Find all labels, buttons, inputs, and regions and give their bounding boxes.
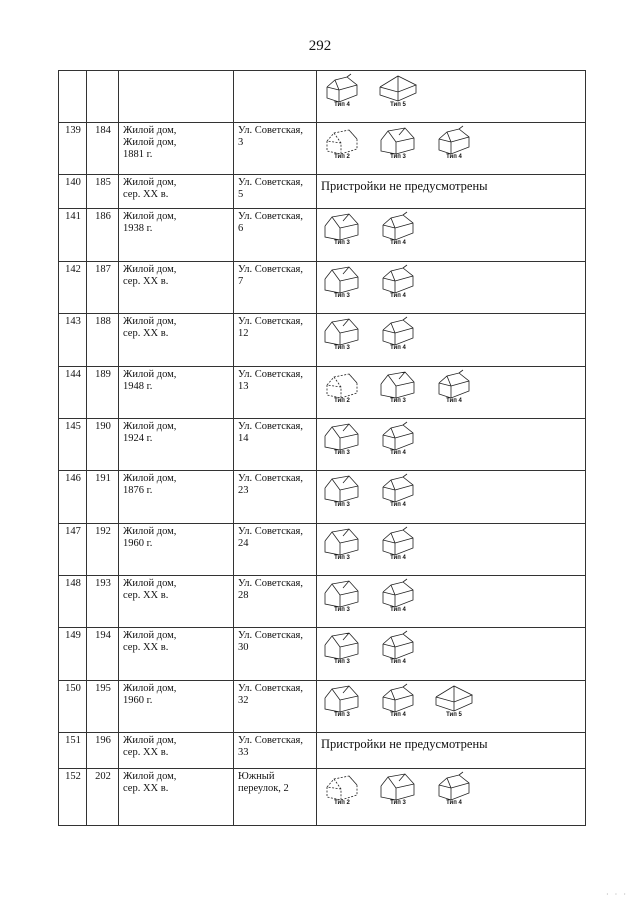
extension-type-label: Тип 3 — [334, 240, 350, 246]
object-code-cell — [87, 681, 119, 733]
row-number-cell — [59, 367, 87, 419]
address-cell — [234, 681, 317, 733]
object-name-line: Жилой дом, — [123, 421, 177, 432]
row-number: 147 — [65, 526, 81, 537]
address-line: 24 — [238, 538, 249, 549]
object-name-cell — [119, 71, 234, 123]
extension-type-sketch — [377, 473, 419, 509]
object-name-line: Жилой дом, — [123, 735, 177, 746]
object-code: 190 — [95, 421, 111, 432]
extension-type-label: Тип 4 — [390, 712, 406, 718]
extension-type-sketch — [321, 771, 363, 807]
table-row — [59, 175, 586, 209]
objects-table-body — [59, 71, 586, 826]
table-row — [59, 769, 586, 826]
row-number-cell — [59, 471, 87, 524]
address-line: 13 — [238, 381, 249, 392]
house-sketch-icon — [377, 369, 419, 399]
object-code-cell — [87, 71, 119, 123]
object-code: 189 — [95, 369, 111, 380]
object-code: 184 — [95, 125, 111, 136]
house-sketch-icon — [433, 125, 475, 155]
object-code: 185 — [95, 177, 111, 188]
object-name-line: Жилой дом, — [123, 578, 177, 589]
row-number-cell — [59, 262, 87, 314]
address-cell — [234, 733, 317, 769]
object-name-cell — [119, 576, 234, 628]
row-number: 148 — [65, 578, 81, 589]
object-code: 196 — [95, 735, 111, 746]
row-number-cell — [59, 628, 87, 681]
address-cell — [234, 367, 317, 419]
address-line: 12 — [238, 328, 249, 339]
extension-type-sketch — [377, 369, 419, 405]
extension-type-sketches — [321, 264, 582, 300]
extension-type-label: Тип 4 — [390, 659, 406, 665]
address-cell — [234, 175, 317, 209]
row-number: 149 — [65, 630, 81, 641]
extension-type-sketch — [321, 630, 363, 666]
extension-type-label: Тип 5 — [390, 102, 406, 108]
extension-type-sketch — [321, 683, 363, 719]
object-name-line: Жилой дом, — [123, 369, 177, 380]
house-sketch-icon — [377, 264, 419, 294]
row-number-cell — [59, 419, 87, 471]
address-line: 7 — [238, 276, 244, 287]
object-name-line: Жилой дом, — [123, 683, 177, 694]
extension-types-cell — [317, 733, 586, 769]
table-row — [59, 123, 586, 175]
address-cell — [234, 576, 317, 628]
extension-type-sketches — [321, 771, 582, 807]
house-sketch-icon — [321, 578, 363, 608]
extension-type-sketches — [321, 683, 582, 719]
object-code: 192 — [95, 526, 111, 537]
address-line: Ул. Советская, — [238, 369, 303, 380]
extension-type-label: Тип 2 — [334, 800, 350, 806]
address-line: Ул. Советская, — [238, 316, 303, 327]
address-cell — [234, 471, 317, 524]
house-sketch-icon — [433, 771, 475, 801]
address-line: Ул. Советская, — [238, 578, 303, 589]
object-code: 202 — [95, 771, 111, 782]
address-line: Ул. Советская, — [238, 264, 303, 275]
row-number-cell — [59, 175, 87, 209]
house-sketch-icon — [321, 771, 363, 801]
object-name-line: сер. XX в. — [123, 783, 169, 794]
extension-types-cell — [317, 576, 586, 628]
object-code: 188 — [95, 316, 111, 327]
extension-type-sketch — [321, 125, 363, 161]
object-code-cell — [87, 262, 119, 314]
address-line: Южный — [238, 771, 275, 782]
object-name-line: сер. XX в. — [123, 276, 169, 287]
extension-type-sketch — [377, 421, 419, 457]
address-line: Ул. Советская, — [238, 473, 303, 484]
address-cell — [234, 419, 317, 471]
house-sketch-icon — [377, 771, 419, 801]
row-number: 139 — [65, 125, 81, 136]
extension-types-cell — [317, 175, 586, 209]
object-name-line: Жилой дом, — [123, 771, 177, 782]
object-code-cell — [87, 314, 119, 367]
object-name-cell — [119, 367, 234, 419]
extension-type-label: Тип 4 — [446, 800, 462, 806]
extension-type-sketch — [321, 578, 363, 614]
extension-type-sketch — [377, 630, 419, 666]
object-code-cell — [87, 209, 119, 262]
extension-types-cell — [317, 769, 586, 826]
object-name-line: 1881 г. — [123, 149, 153, 160]
address-line: переулок, 2 — [238, 783, 289, 794]
table-row — [59, 314, 586, 367]
extension-type-sketch — [433, 683, 475, 719]
object-code: 187 — [95, 264, 111, 275]
extension-type-sketch — [377, 578, 419, 614]
row-number: 151 — [65, 735, 81, 746]
house-sketch-icon — [433, 683, 475, 713]
extension-type-label: Тип 4 — [334, 102, 350, 108]
extension-type-label: Тип 3 — [334, 293, 350, 299]
house-sketch-icon — [377, 125, 419, 155]
row-number: 140 — [65, 177, 81, 188]
extension-type-sketches — [321, 473, 582, 509]
house-sketch-icon — [321, 630, 363, 660]
object-name-line: Жилой дом, — [123, 137, 177, 148]
objects-table — [58, 70, 586, 826]
house-sketch-icon — [321, 264, 363, 294]
extension-type-label: Тип 4 — [390, 293, 406, 299]
extension-type-sketch — [321, 73, 363, 109]
address-line: Ул. Советская, — [238, 211, 303, 222]
extension-type-sketches — [321, 630, 582, 666]
row-number-cell — [59, 314, 87, 367]
object-name-line: Жилой дом, — [123, 473, 177, 484]
extension-type-sketch — [321, 526, 363, 562]
extension-types-cell — [317, 262, 586, 314]
address-cell — [234, 262, 317, 314]
house-sketch-icon — [377, 578, 419, 608]
table-row — [59, 524, 586, 576]
extension-type-sketch — [377, 211, 419, 247]
object-name-line: сер. XX в. — [123, 747, 169, 758]
table-row — [59, 71, 586, 123]
address-line: 30 — [238, 642, 249, 653]
object-code-cell — [87, 419, 119, 471]
address-line: 23 — [238, 485, 249, 496]
object-code-cell — [87, 367, 119, 419]
object-name-cell — [119, 175, 234, 209]
extension-type-sketch — [433, 369, 475, 405]
address-line: 5 — [238, 189, 244, 200]
row-number-cell — [59, 209, 87, 262]
house-sketch-icon — [377, 473, 419, 503]
object-code-cell — [87, 733, 119, 769]
object-name-cell — [119, 733, 234, 769]
house-sketch-icon — [321, 316, 363, 346]
table-row — [59, 471, 586, 524]
row-number: 143 — [65, 316, 81, 327]
table-row — [59, 733, 586, 769]
house-sketch-icon — [321, 211, 363, 241]
extension-type-sketch — [377, 526, 419, 562]
extension-types-cell — [317, 471, 586, 524]
extension-type-sketch — [377, 771, 419, 807]
object-name-line: Жилой дом, — [123, 526, 177, 537]
extension-type-sketch — [377, 73, 419, 109]
house-sketch-icon — [377, 526, 419, 556]
house-sketch-icon — [377, 421, 419, 451]
extension-types-cell — [317, 681, 586, 733]
house-sketch-icon — [321, 369, 363, 399]
extension-type-sketch — [321, 421, 363, 457]
house-sketch-icon — [321, 473, 363, 503]
table-row — [59, 576, 586, 628]
address-cell — [234, 628, 317, 681]
object-code: 191 — [95, 473, 111, 484]
extension-type-sketches — [321, 421, 582, 457]
extension-types-cell — [317, 123, 586, 175]
extension-type-label: Тип 3 — [334, 712, 350, 718]
extension-type-sketches — [321, 369, 582, 405]
extension-type-sketch — [321, 369, 363, 405]
address-cell — [234, 209, 317, 262]
object-name-cell — [119, 123, 234, 175]
object-code-cell — [87, 576, 119, 628]
extension-type-sketch — [321, 211, 363, 247]
extension-type-label: Тип 4 — [390, 607, 406, 613]
row-number: 142 — [65, 264, 81, 275]
scan-margin-mark: · · · — [606, 890, 628, 899]
object-name-line: Жилой дом, — [123, 316, 177, 327]
object-name-line: 1960 г. — [123, 538, 153, 549]
object-name-line: 1960 г. — [123, 695, 153, 706]
house-sketch-icon — [377, 316, 419, 346]
extension-type-label: Тип 3 — [334, 607, 350, 613]
extension-type-label: Тип 3 — [390, 398, 406, 404]
address-cell — [234, 769, 317, 826]
extension-types-cell — [317, 524, 586, 576]
address-line: 28 — [238, 590, 249, 601]
object-code: 193 — [95, 578, 111, 589]
row-number-cell — [59, 123, 87, 175]
extension-note: Пристройки не предусмотрены — [321, 179, 488, 193]
extension-type-sketch — [377, 683, 419, 719]
table-row — [59, 419, 586, 471]
extension-type-label: Тип 4 — [390, 555, 406, 561]
address-line: 32 — [238, 695, 249, 706]
object-name-line: Жилой дом, — [123, 177, 177, 188]
house-sketch-icon — [377, 73, 419, 103]
object-name-line: 1876 г. — [123, 485, 153, 496]
object-name-line: 1924 г. — [123, 433, 153, 444]
object-code-cell — [87, 471, 119, 524]
row-number-cell — [59, 71, 87, 123]
house-sketch-icon — [321, 683, 363, 713]
row-number-cell — [59, 681, 87, 733]
object-name-cell — [119, 314, 234, 367]
row-number: 141 — [65, 211, 81, 222]
extension-types-cell — [317, 314, 586, 367]
object-name-line: Жилой дом, — [123, 125, 177, 136]
address-line: Ул. Советская, — [238, 526, 303, 537]
house-sketch-icon — [321, 421, 363, 451]
extension-type-label: Тип 3 — [334, 502, 350, 508]
object-name-line: 1938 г. — [123, 223, 153, 234]
extension-type-label: Тип 3 — [334, 345, 350, 351]
address-cell — [234, 123, 317, 175]
house-sketch-icon — [377, 630, 419, 660]
extension-types-cell — [317, 367, 586, 419]
address-line: Ул. Советская, — [238, 683, 303, 694]
extension-types-cell — [317, 419, 586, 471]
object-code: 186 — [95, 211, 111, 222]
table-row — [59, 681, 586, 733]
extension-type-label: Тип 4 — [390, 345, 406, 351]
row-number-cell — [59, 733, 87, 769]
row-number: 146 — [65, 473, 81, 484]
extension-type-sketch — [433, 771, 475, 807]
object-name-line: Жилой дом, — [123, 264, 177, 275]
extension-type-sketches — [321, 578, 582, 614]
object-name-line: сер. XX в. — [123, 189, 169, 200]
extension-type-sketches — [321, 526, 582, 562]
table-row — [59, 367, 586, 419]
extension-type-label: Тип 3 — [334, 450, 350, 456]
row-number: 150 — [65, 683, 81, 694]
house-sketch-icon — [321, 526, 363, 556]
address-line: 33 — [238, 747, 249, 758]
object-name-cell — [119, 262, 234, 314]
address-cell — [234, 524, 317, 576]
extension-type-sketch — [377, 125, 419, 161]
address-cell — [234, 314, 317, 367]
extension-type-label: Тип 4 — [446, 398, 462, 404]
object-code: 195 — [95, 683, 111, 694]
object-name-cell — [119, 769, 234, 826]
extension-type-label: Тип 4 — [390, 240, 406, 246]
extension-type-sketches — [321, 211, 582, 247]
extension-type-label: Тип 3 — [334, 659, 350, 665]
row-number: 145 — [65, 421, 81, 432]
extension-type-sketch — [377, 316, 419, 352]
extension-type-label: Тип 3 — [390, 154, 406, 160]
address-line: Ул. Советская, — [238, 421, 303, 432]
object-code: 194 — [95, 630, 111, 641]
object-name-cell — [119, 209, 234, 262]
extension-types-cell — [317, 71, 586, 123]
extension-type-label: Тип 4 — [446, 154, 462, 160]
extension-type-sketches — [321, 73, 582, 109]
object-code-cell — [87, 524, 119, 576]
row-number-cell — [59, 524, 87, 576]
object-code-cell — [87, 628, 119, 681]
address-line: 14 — [238, 433, 249, 444]
object-name-cell — [119, 419, 234, 471]
house-sketch-icon — [321, 73, 363, 103]
address-line: 6 — [238, 223, 244, 234]
extension-type-sketch — [321, 264, 363, 300]
extension-type-label: Тип 3 — [334, 555, 350, 561]
extension-type-sketch — [433, 125, 475, 161]
row-number: 152 — [65, 771, 81, 782]
extension-type-sketches — [321, 125, 582, 161]
house-sketch-icon — [377, 683, 419, 713]
address-line: Ул. Советская, — [238, 125, 303, 136]
extension-type-label: Тип 3 — [390, 800, 406, 806]
extension-type-label: Тип 2 — [334, 154, 350, 160]
address-cell — [234, 71, 317, 123]
object-name-cell — [119, 524, 234, 576]
object-name-cell — [119, 471, 234, 524]
table-row — [59, 209, 586, 262]
extension-types-cell — [317, 209, 586, 262]
object-name-line: 1948 г. — [123, 381, 153, 392]
extension-type-sketch — [321, 316, 363, 352]
row-number-cell — [59, 769, 87, 826]
object-code-cell — [87, 175, 119, 209]
row-number-cell — [59, 576, 87, 628]
extension-types-cell — [317, 628, 586, 681]
object-name-cell — [119, 681, 234, 733]
address-line: Ул. Советская, — [238, 735, 303, 746]
object-name-line: сер. XX в. — [123, 642, 169, 653]
extension-type-sketches — [321, 316, 582, 352]
extension-type-label: Тип 4 — [390, 450, 406, 456]
object-name-line: сер. XX в. — [123, 328, 169, 339]
row-number: 144 — [65, 369, 81, 380]
extension-note: Пристройки не предусмотрены — [321, 737, 488, 751]
extension-type-sketch — [321, 473, 363, 509]
extension-type-label: Тип 2 — [334, 398, 350, 404]
house-sketch-icon — [377, 211, 419, 241]
extension-type-sketch — [377, 264, 419, 300]
address-line: Ул. Советская, — [238, 630, 303, 641]
object-name-line: сер. XX в. — [123, 590, 169, 601]
house-sketch-icon — [433, 369, 475, 399]
object-code-cell — [87, 123, 119, 175]
house-sketch-icon — [321, 125, 363, 155]
address-line: 3 — [238, 137, 244, 148]
address-line: Ул. Советская, — [238, 177, 303, 188]
object-code-cell — [87, 769, 119, 826]
object-name-cell — [119, 628, 234, 681]
object-name-line: Жилой дом, — [123, 630, 177, 641]
extension-type-label: Тип 5 — [446, 712, 462, 718]
page-number: 292 — [308, 38, 332, 54]
object-name-line: Жилой дом, — [123, 211, 177, 222]
table-row — [59, 262, 586, 314]
table-row — [59, 628, 586, 681]
extension-type-label: Тип 4 — [390, 502, 406, 508]
